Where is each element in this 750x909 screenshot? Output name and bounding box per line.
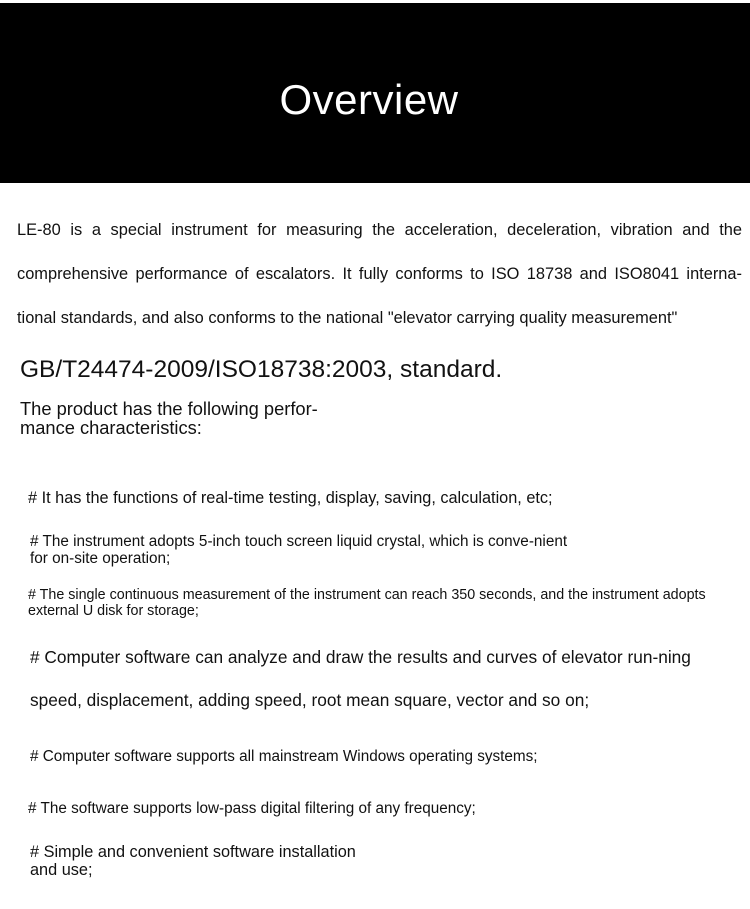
feature-item-realtime-testing: # It has the functions of real-time testing, display, saving, calculation, etc; (28, 489, 553, 507)
intro-paragraph: LE-80 is a special instrument for measuring the acceleration, deceleration, vibration and the comprehensive performance of escalators. It fully conforms to ISO 18738 and ISO8041 interna-tional standards, and also conforms to the national "elevator carrying quality measurement" (17, 221, 742, 327)
feature-item-measurement-storage: # The single continuous measurement of the instrument can reach 350 seconds, and the instrument adopts external U disk for storage; (28, 587, 706, 619)
page-title: Overview (279, 76, 459, 123)
overview-banner (0, 3, 750, 183)
feature-item-windows-support: # Computer software supports all mainstream Windows operating systems; (30, 748, 538, 765)
features-lead-text: The product has the following perfor-mance characteristics: (20, 398, 318, 438)
standard-reference: GB/T24474-2009/ISO18738:2003, standard. (20, 356, 503, 383)
feature-item-lowpass-filtering: # The software supports low-pass digital filtering of any frequency; (28, 800, 476, 817)
feature-item-software-analysis: # Computer software can analyze and draw the results and curves of elevator run-ning speed, displacement, adding speed, root mean square, vector and so on; (30, 647, 691, 710)
feature-item-easy-installation: # Simple and convenient software installation and use; (30, 843, 356, 879)
feature-item-touch-screen: # The instrument adopts 5-inch touch screen liquid crystal, which is conve-nient for on-site operation; (30, 533, 568, 567)
